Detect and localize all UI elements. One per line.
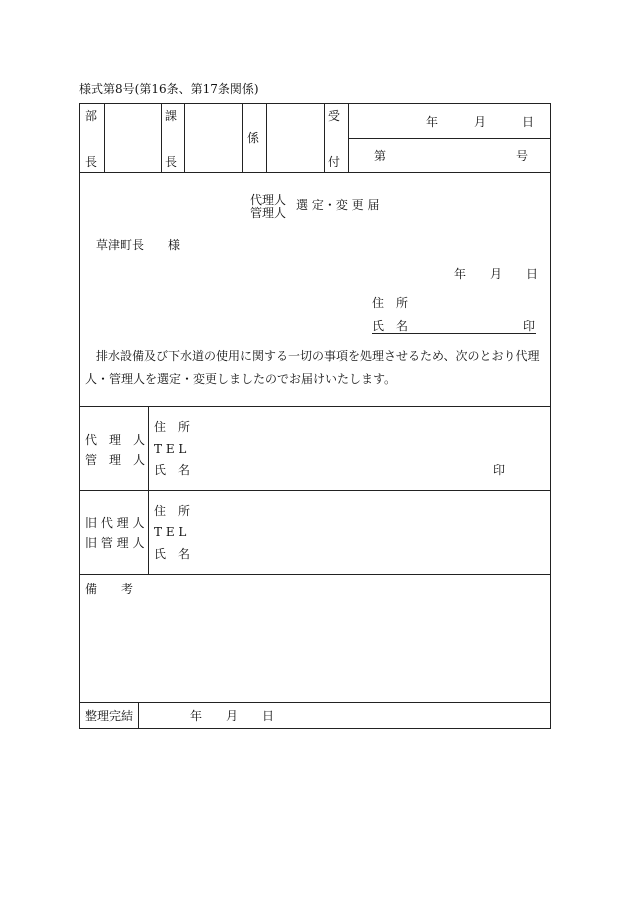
form-frame <box>79 103 551 729</box>
divider <box>266 104 267 172</box>
filing-year: 年 <box>454 267 467 281</box>
old-agent-label: 旧 代 理 人 <box>85 516 145 530</box>
divider <box>324 104 325 172</box>
divider <box>80 172 550 173</box>
divider <box>80 406 550 407</box>
divider <box>80 574 550 575</box>
receipt-day: 日 <box>522 115 535 129</box>
old-manager-label: 旧 管 理 人 <box>85 536 145 550</box>
completion-label: 整理完結 <box>85 709 134 723</box>
new-seal: 印 <box>493 463 506 477</box>
addressee: 草津町長 様 <box>96 238 181 252</box>
kakari-label: 係 <box>247 131 260 145</box>
filing-month: 月 <box>490 267 503 281</box>
body-text-line-2: 人・管理人を選定・変更しましたのでお届けいたします。 <box>85 372 397 386</box>
applicant-name-underline <box>372 333 536 334</box>
divider <box>184 104 185 172</box>
receipt-year: 年 <box>426 115 439 129</box>
document-title: 選 定・変 更 届 <box>296 198 380 212</box>
completion-month: 月 <box>226 709 239 723</box>
title-option-manager: 管理人 <box>250 206 287 220</box>
kacho-label-bottom: 長 <box>165 155 178 169</box>
old-tel-label: T E L <box>154 525 187 539</box>
applicant-address-label: 住 所 <box>372 296 409 310</box>
receipt-month: 月 <box>474 115 487 129</box>
new-address-label: 住 所 <box>154 420 191 434</box>
receipt-number-prefix: 第 <box>374 149 387 163</box>
applicant-seal: 印 <box>523 319 536 333</box>
filing-day: 日 <box>526 267 539 281</box>
divider <box>242 104 243 172</box>
completion-year: 年 <box>190 709 203 723</box>
uketsuke-label-top: 受 <box>328 109 341 123</box>
divider <box>138 702 139 728</box>
new-tel-label: T E L <box>154 442 187 456</box>
kacho-label-top: 課 <box>165 109 178 123</box>
divider <box>80 702 550 703</box>
new-agent-label: 代 理 人 <box>85 433 146 447</box>
old-address-label: 住 所 <box>154 504 191 518</box>
bucho-label-bottom: 長 <box>85 155 98 169</box>
uketsuke-label-bottom: 付 <box>328 155 341 169</box>
new-name-label: 氏 名 <box>154 463 191 477</box>
body-text-line-1: 排水設備及び下水道の使用に関する一切の事項を処理させるため、次のとおり代理 <box>96 349 540 363</box>
form-number: 様式第8号(第16条、第17条関係) <box>79 82 259 96</box>
divider <box>161 104 162 172</box>
completion-day: 日 <box>262 709 275 723</box>
applicant-name-label: 氏 名 <box>372 319 409 333</box>
divider <box>348 138 550 139</box>
old-name-label: 氏 名 <box>154 547 191 561</box>
receipt-number-suffix: 号 <box>516 149 529 163</box>
remarks-label: 備 考 <box>85 582 134 596</box>
divider <box>104 104 105 172</box>
new-manager-label: 管 理 人 <box>85 453 146 467</box>
title-option-agent: 代理人 <box>250 193 287 207</box>
divider <box>80 490 550 491</box>
bucho-label-top: 部 <box>85 109 98 123</box>
